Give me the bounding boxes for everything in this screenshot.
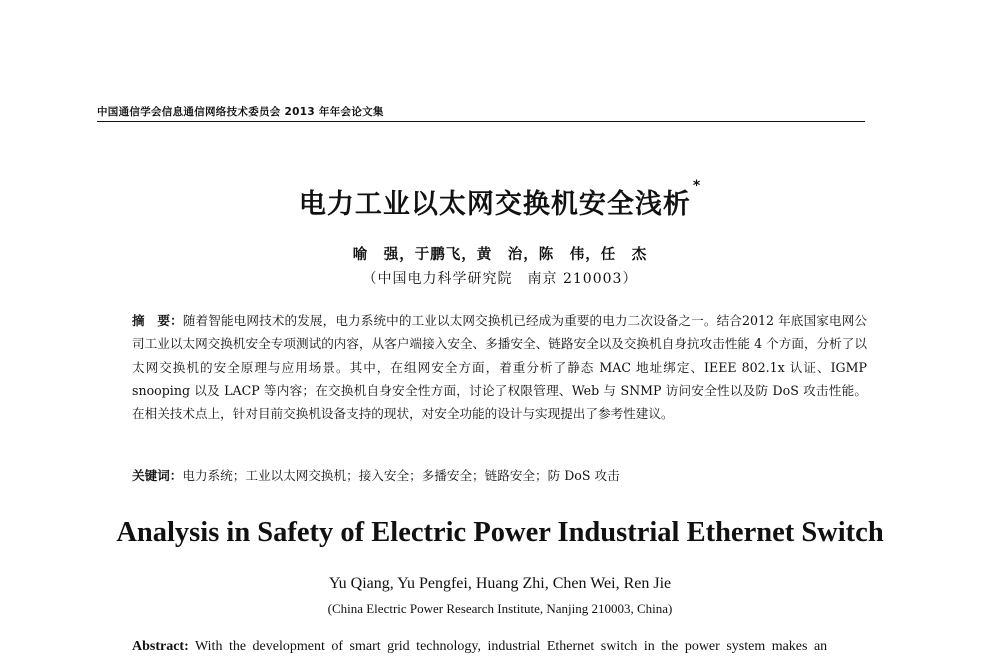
english-abstract xyxy=(132,639,867,655)
chinese-abstract-text: 随着智能电网技术的发展，电力系统中的工业以太网交换机已经成为重要的电力二次设备之一。结合2012 年底国家电网公司工业以太网交换机安全专项测试的内容，从客户端接入安全、多播安全、链路安全以及交换机自身抗攻击性能 4 个方面，分析了以太网交换机的安全原理与应用场景。其中，在组网安全方面，着重分析了静态 MAC 地址绑定、IEEE 802.1x 认证、IGMP snooping 以及 LACP 等内容；在交换机自身安全性方面，讨论了权限管理、Web 与 SNMP 访问安全性以及防 DoS 攻击性能。在相关技术点上，针对目前交换机设备支持的现状，对安全功能的设计与实现提出了参考性建议。 xyxy=(132,313,868,422)
chinese-authors: 喻 强，于鹏飞，黄 治，陈 伟，任 杰 xyxy=(352,246,648,263)
english-affiliation: (China Electric Power Research Institute, Nanjing 210003, China) xyxy=(327,601,673,616)
running-head: 中国通信学会信息通信网络技术委员会 2013 年年会论文集 xyxy=(97,106,384,118)
header-rule xyxy=(97,121,865,122)
chinese-keywords-text: 电力系统；工业以太网交换机；接入安全；多播安全；链路安全；防 DoS 攻击 xyxy=(182,468,620,483)
chinese-keywords xyxy=(132,465,867,484)
chinese-affiliation: （中国电力科学研究院 南京 210003） xyxy=(362,271,638,287)
english-authors: Yu Qiang, Yu Pengfei, Huang Zhi, Chen Wei, Ren Jie xyxy=(328,575,672,592)
chinese-abstract xyxy=(132,309,867,425)
english-abstract-label: Abstract: xyxy=(132,639,189,654)
chinese-keywords-label: 关键词： xyxy=(132,468,183,483)
title-footnote-mark: * xyxy=(692,178,702,194)
english-abstract-text: With the development of smart grid technology, industrial Ethernet switch in the power system makes an xyxy=(195,639,828,654)
chinese-title-text: 电力工业以太网交换机安全浅析 xyxy=(298,189,691,220)
chinese-title xyxy=(0,178,1000,221)
english-title: Analysis in Safety of Electric Power Industrial Ethernet Switch xyxy=(116,517,884,548)
chinese-abstract-label: 摘 要： xyxy=(132,313,183,328)
